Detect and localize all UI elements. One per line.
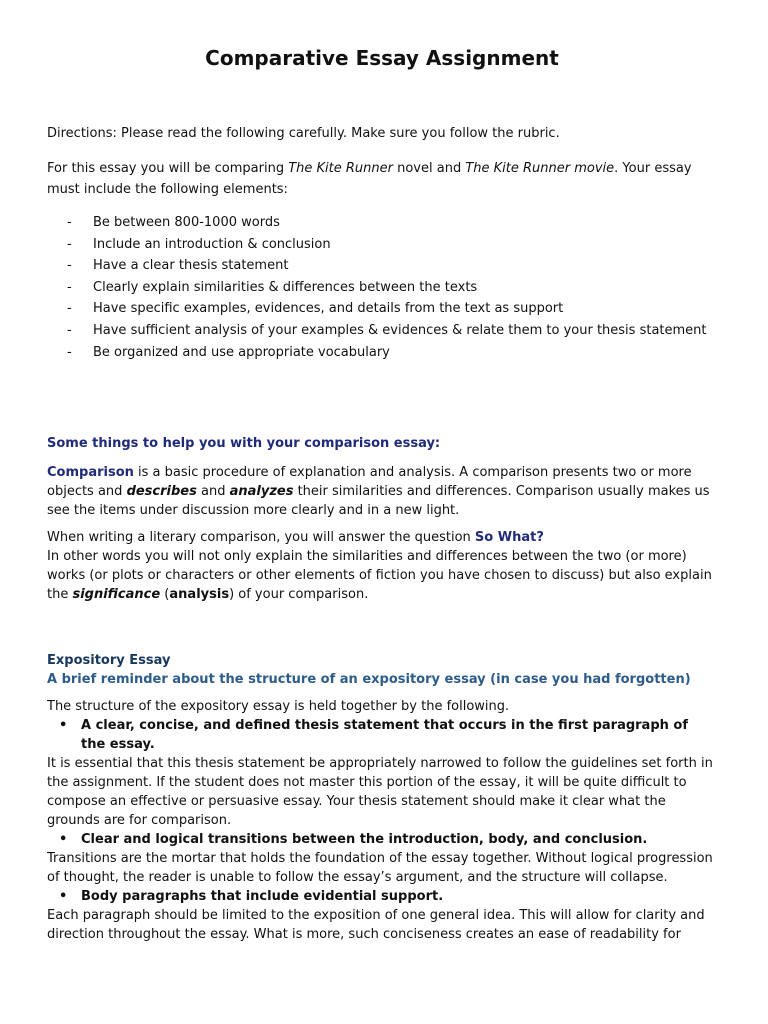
expository-points xyxy=(47,716,715,944)
directions-text: Directions: Please read the following carefully. Make sure you follow the rubric. xyxy=(47,126,560,141)
bullet-heading: • Clear and logical transitions between the introduction, body, and conclusion. xyxy=(59,832,648,847)
requirements-list xyxy=(67,212,707,363)
bullet-body: It is essential that this thesis statement be appropriately narrowed to follow the guidelines set forth in the assignment. If the student does not master this portion of the essay, it will be quite difficult to compose an effective or persuasive essay. Your thesis statement should make it clear what the grounds are for comparison. xyxy=(47,756,713,828)
bullet-heading: • A clear, concise, and defined thesis statement that occurs in the first paragraph of the essay. xyxy=(59,718,689,752)
expository-heading: Expository Essay xyxy=(47,653,171,668)
list-item: - Have specific examples, evidences, and details from the text as support xyxy=(67,301,564,317)
list-item: - Have sufficient analysis of your examples & evidences & relate them to your thesis statement xyxy=(67,322,707,338)
novel-title: The Kite Runner xyxy=(288,161,393,176)
expository-lead: The structure of the expository essay is held together by the following. xyxy=(47,699,510,714)
comparison-paragraph: Comparison is a basic procedure of explanation and analysis. A comparison presents two or more objects and describes and analyzes their similarities and differences. Comparison usually makes us see the items under discussion more clearly and in a new light. xyxy=(47,465,710,518)
help-heading: Some things to help you with your comparison essay: xyxy=(47,436,441,451)
list-item: - Be between 800-1000 words xyxy=(67,215,280,230)
page-title: Comparative Essay Assignment xyxy=(205,46,559,70)
expository-subheading: A brief reminder about the structure of an expository essay (in case you had forgotten) xyxy=(47,672,691,687)
intro-paragraph: For this essay you will be comparing The Kite Runner novel and The Kite Runner movie. Your essay must include the following elements: xyxy=(47,161,692,197)
bullet-body: Transitions are the mortar that holds the foundation of the essay together. Without logical progression of thought, the reader is unable to follow the essay’s argument, and the structure will collapse. xyxy=(47,851,713,885)
bullet-body: Each paragraph should be limited to the exposition of one general idea. This will allow for clarity and direction throughout the essay. What is more, such conciseness creates an ease of readability for xyxy=(47,908,705,942)
list-item: - Clearly explain similarities & differences between the texts xyxy=(67,279,478,295)
movie-title: The Kite Runner movie xyxy=(465,161,615,176)
list-item: - Be organized and use appropriate vocabulary xyxy=(67,344,390,360)
comparison-term: Comparison xyxy=(47,465,134,480)
list-item: - Include an introduction & conclusion xyxy=(67,236,331,252)
so-what-question: So What? xyxy=(474,530,544,545)
so-what-paragraph: When writing a literary comparison, you will answer the question So What? In other words you will not only explain the similarities and differences between the two (or more) works (or plots or characters or other elements of fiction you have chosen to discuss) but also explain the significance (analysis) of your comparison. xyxy=(47,530,712,602)
list-item: - Have a clear thesis statement xyxy=(67,258,289,274)
bullet-heading: • Body paragraphs that include evidential support. xyxy=(59,889,444,904)
